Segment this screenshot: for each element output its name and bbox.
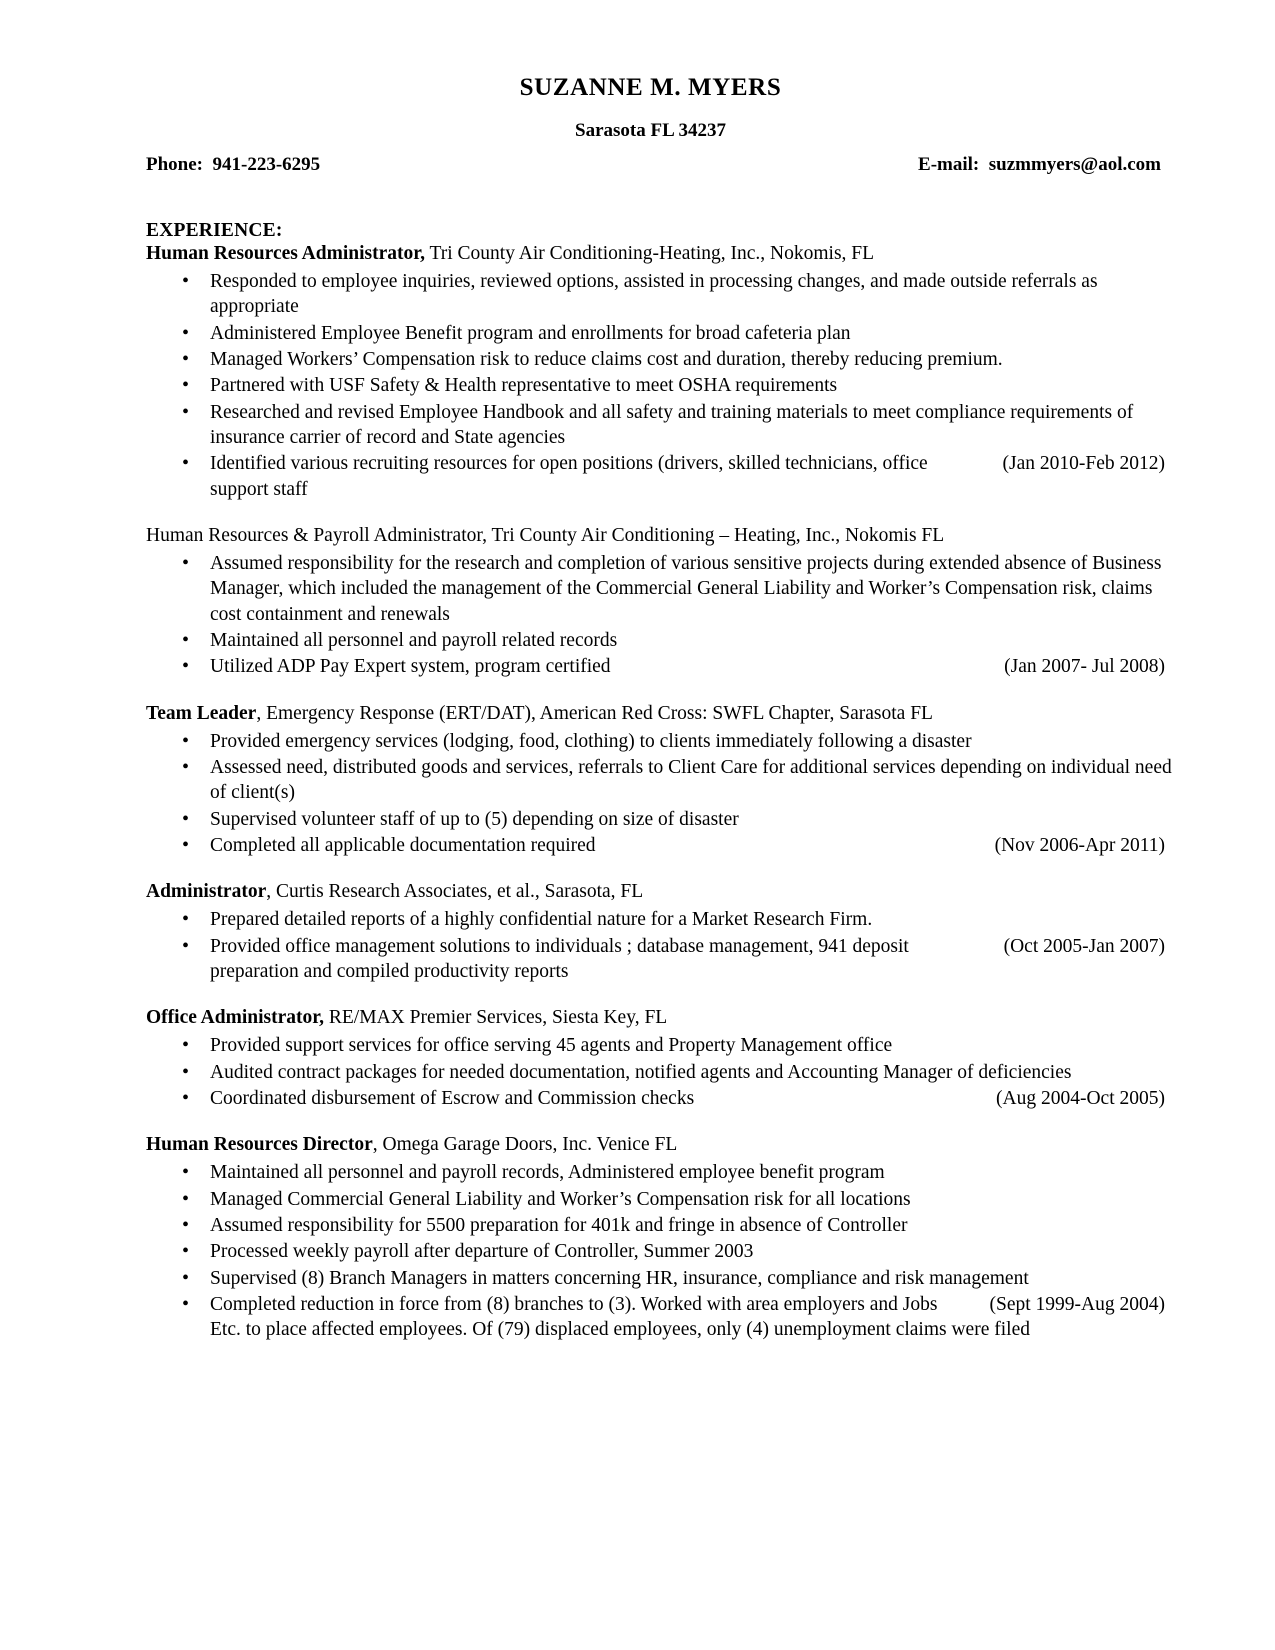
job-title: Human Resources Director: [146, 1134, 373, 1156]
bullet-text: Audited contract packages for needed documentation, notified agents and Accounting Manager of deficiencies: [210, 1061, 1072, 1083]
job-bullet-list: [146, 1033, 1175, 1111]
job-heading: [146, 880, 1175, 905]
list-item: [146, 1292, 1175, 1343]
list-item: [146, 907, 1175, 932]
list-item: [146, 934, 1175, 985]
bullet-text: Completed all applicable documentation required: [210, 835, 596, 857]
location-line: Sarasota FL 34237: [575, 120, 726, 141]
bullet-text: Supervised (8) Branch Managers in matters concerning HR, insurance, compliance and risk management: [210, 1267, 1029, 1289]
bullet-text: Maintained all personnel and payroll related records: [210, 630, 618, 652]
experience-entry: [146, 524, 1175, 680]
experience-list: [146, 242, 1175, 1343]
bullet-text: Identified various recruiting resources for open positions (drivers, skilled technicians, office support staff: [210, 453, 928, 500]
job-bullet-list: [146, 269, 1175, 502]
job-employer: RE/MAX Premier Services, Siesta Key, FL: [324, 1007, 668, 1029]
bullet-text: Assumed responsibility for the research and completion of various sensitive projects during extended absence of Business Manager, which included the management of the Commercial General Liability and Worker’s Compensation risk, claims cost containment and renewals: [210, 553, 1162, 625]
employment-dates: • (Aug 2004-Oct 2005): [996, 1088, 1165, 1110]
job-heading: [146, 524, 1175, 549]
bullet-text: Maintained all personnel and payroll records, Administered employee benefit program: [210, 1162, 885, 1184]
experience-entry: [146, 1133, 1175, 1342]
bullet-text: Supervised volunteer staff of up to (5) depending on size of disaster: [210, 808, 739, 830]
bullet-text: Managed Commercial General Liability and Worker’s Compensation risk for all locations: [210, 1188, 911, 1210]
job-employer: Tri County Air Conditioning-Heating, Inc., Nokomis, FL: [424, 243, 875, 264]
list-item: [146, 1086, 1175, 1111]
employment-dates: • (Oct 2005-Jan 2007): [1003, 935, 1165, 957]
bullet-text: Provided support services for office serving 45 agents and Property Management office: [210, 1035, 893, 1057]
job-title: Human Resources Administrator,: [146, 243, 425, 264]
employment-dates: • (Jan 2007- Jul 2008): [1004, 656, 1165, 678]
list-item: [146, 729, 1175, 754]
bullet-text: Utilized ADP Pay Expert system, program certified: [210, 656, 611, 678]
experience-entry: [146, 242, 1175, 502]
list-item: [146, 1239, 1175, 1264]
job-employer: , Emergency Response (ERT/DAT), American Red Cross: SWFL Chapter, Sarasota FL: [256, 702, 933, 724]
job-title: Administrator: [146, 881, 267, 903]
job-bullet-list: [146, 551, 1175, 680]
bullet-text: Coordinated disbursement of Escrow and Commission checks: [210, 1088, 695, 1110]
job-bullet-list: [146, 1160, 1175, 1342]
employment-dates: • (Nov 2006-Apr 2011): [994, 835, 1165, 857]
list-item: [146, 755, 1175, 806]
list-item: [146, 451, 1175, 502]
list-item: [146, 321, 1175, 346]
list-item: [146, 347, 1175, 372]
job-heading: [146, 702, 1175, 727]
experience-entry: [146, 702, 1175, 859]
job-employer: , Omega Garage Doors, Inc. Venice FL: [372, 1134, 678, 1156]
page-title: SUZANNE M. MYERS: [519, 74, 782, 101]
job-bullet-list: [146, 729, 1175, 859]
bullet-text: Partnered with USF Safety & Health representative to meet OSHA requirements: [210, 375, 838, 397]
employment-dates: • (Jan 2010-Feb 2012): [1002, 453, 1165, 475]
job-employer: Tri County Air Conditioning – Heating, Inc., Nokomis FL: [486, 525, 945, 547]
bullet-text: Administered Employee Benefit program and enrollments for broad cafeteria plan: [210, 322, 851, 344]
list-item: [146, 807, 1175, 832]
list-item: [146, 1187, 1175, 1212]
bullet-text: Provided emergency services (lodging, food, clothing) to clients immediately following a disaster: [210, 730, 972, 752]
job-heading: [146, 242, 1175, 267]
bullet-text: Managed Workers’ Compensation risk to reduce claims cost and duration, thereby reducing premium.: [210, 348, 1003, 370]
job-title: Human Resources & Payroll Administrator,: [146, 525, 487, 547]
list-item: [146, 269, 1175, 320]
job-employer: , Curtis Research Associates, et al., Sarasota, FL: [266, 881, 644, 903]
job-title: Office Administrator,: [146, 1007, 325, 1029]
bullet-text: Prepared detailed reports of a highly confidential nature for a Market Research Firm.: [210, 909, 873, 931]
list-item: [146, 1160, 1175, 1185]
experience-entry: [146, 880, 1175, 984]
email-label: E-mail: suzmmyers@aol.com: [918, 154, 1161, 175]
bullet-text: Assessed need, distributed goods and services, referrals to Client Care for additional services depending on individual need of client(s): [210, 757, 1172, 804]
section-heading-experience: EXPERIENCE:: [146, 220, 283, 241]
bullet-text: Completed reduction in force from (8) branches to (3). Worked with area employers and Jobs Etc. to place affected employees. Of (79) displaced employees, only (4) unemployment claims were filed: [210, 1294, 1030, 1341]
bullet-text: Researched and revised Employee Handbook and all safety and training materials to meet compliance requirements of insurance carrier of record and State agencies: [210, 401, 1134, 449]
employment-dates: • (Sept 1999-Aug 2004): [989, 1294, 1165, 1316]
list-item: [146, 654, 1175, 679]
job-heading: [146, 1006, 1175, 1031]
list-item: [146, 1213, 1175, 1238]
list-item: [146, 373, 1175, 398]
bullet-text: Provided office management solutions to individuals ; database management, 941 deposit preparation and compiled productivity reports: [210, 935, 909, 983]
list-item: [146, 1060, 1175, 1085]
bullet-text: Processed weekly payroll after departure of Controller, Summer 2003: [210, 1241, 754, 1263]
job-bullet-list: [146, 907, 1175, 984]
job-title: Team Leader: [146, 702, 257, 724]
job-heading: [146, 1133, 1175, 1158]
bullet-text: Assumed responsibility for 5500 preparation for 401k and fringe in absence of Controller: [210, 1215, 908, 1236]
experience-entry: [146, 1006, 1175, 1111]
list-item: [146, 551, 1175, 627]
list-item: [146, 628, 1175, 653]
bullet-text: Responded to employee inquiries, reviewed options, assisted in processing changes, and made outside referrals as appropriate: [210, 270, 1098, 318]
phone-label: Phone: 941-223-6295: [146, 154, 321, 175]
contact-row: [146, 154, 1175, 176]
list-item: [146, 1033, 1175, 1058]
list-item: [146, 1266, 1175, 1291]
list-item: [146, 400, 1175, 451]
list-item: [146, 833, 1175, 858]
